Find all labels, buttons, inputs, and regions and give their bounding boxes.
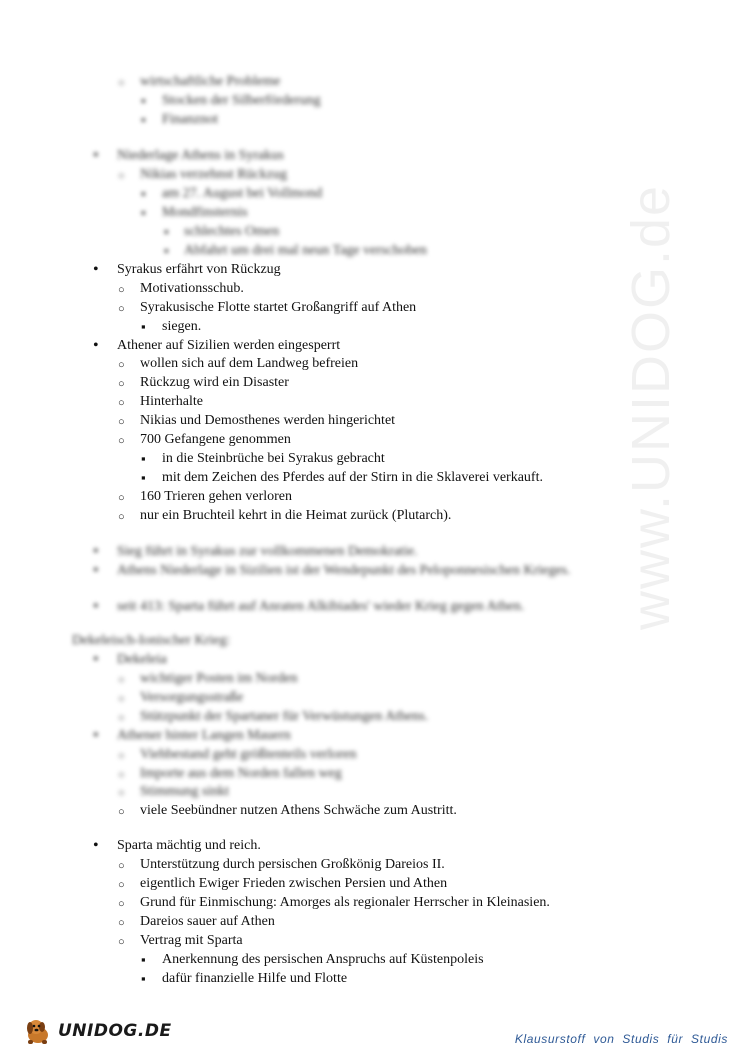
- list-item: [0, 688, 700, 707]
- list-item-text: Hinterhalte: [140, 394, 203, 409]
- list-item-text: mit dem Zeichen des Pferdes auf der Stirn in die Sklaverei verkauft.: [162, 470, 543, 485]
- list-item-text: Vertrag mit Sparta: [140, 933, 243, 948]
- list-item-text: am 27. August bei Vollmond: [162, 186, 323, 201]
- list-item-text: siegen.: [162, 319, 202, 334]
- list-item: [0, 542, 700, 561]
- bullet-icon: [141, 110, 146, 129]
- list-item: [0, 222, 700, 241]
- dog-mascot-icon: [22, 1016, 54, 1046]
- list-item-text: Stützpunkt der Spartaner für Verwüstungen Athens.: [140, 709, 429, 724]
- list-item: [0, 726, 700, 745]
- bullet-icon: [118, 72, 125, 93]
- list-item: [0, 430, 700, 449]
- list-item-text: wichtiger Posten im Norden: [140, 671, 298, 686]
- list-item-text: wirtschaftliche Probleme: [140, 74, 281, 89]
- list-item-text: Dekeleisch-Ionischer Krieg:: [72, 633, 231, 648]
- list-item: [0, 782, 700, 801]
- list-item: [0, 91, 700, 110]
- section-heading: [0, 631, 700, 650]
- list-item-text: Viehbestand geht größtenteils verloren: [140, 747, 357, 762]
- list-item-text: Nikias verzehnst Rückzug: [140, 167, 287, 182]
- list-item: [0, 506, 700, 525]
- list-item-text: Anerkennung des persischen Anspruchs auf Küstenpoleis: [162, 952, 484, 967]
- bullet-icon: [118, 801, 125, 822]
- list-item: [0, 874, 700, 893]
- bullet-icon: [164, 222, 169, 241]
- list-item-text: Grund für Einmischung: Amorges als regionaler Herrscher in Kleinasien.: [140, 895, 550, 910]
- bullet-icon: [118, 298, 125, 319]
- list-item: [0, 561, 700, 580]
- list-item-text: Sparta mächtig und reich.: [117, 838, 261, 853]
- list-item-text: Dekeleia: [117, 652, 167, 667]
- list-item: [0, 669, 700, 688]
- bullet-icon: [93, 561, 99, 580]
- list-item: [0, 279, 700, 298]
- bullet-icon: [141, 91, 146, 110]
- list-item: [0, 912, 700, 931]
- list-item-text: eigentlich Ewiger Frieden zwischen Persien und Athen: [140, 876, 448, 891]
- list-item: [0, 449, 700, 468]
- bullet-icon: [118, 165, 125, 186]
- list-item: [0, 203, 700, 222]
- list-item: [0, 241, 700, 260]
- watermark: www.UNIDOG.de: [621, 183, 681, 630]
- bullet-icon: [141, 184, 146, 203]
- list-item: [0, 260, 700, 279]
- list-item: [0, 487, 700, 506]
- list-item-text: Dareios sauer auf Athen: [140, 914, 275, 929]
- list-item-text: Unterstützung durch persischen Großkönig Dareios II.: [140, 857, 445, 872]
- bullet-icon: [93, 542, 99, 561]
- bullet-icon: [118, 279, 125, 300]
- list-item-text: Finanznot: [162, 112, 218, 127]
- list-item-text: seit 413: Sparta führt auf Anraten Alkibiades' wieder Krieg gegen Athen.: [117, 599, 525, 614]
- list-item-text: Stimmung sinkt: [140, 784, 230, 799]
- list-item-text: Stocken der Silberförderung: [162, 93, 321, 108]
- logo-text: UNIDOG.DE: [58, 1021, 172, 1041]
- list-item: [0, 836, 700, 855]
- list-item: [0, 354, 700, 373]
- bullet-icon: [93, 336, 99, 355]
- list-item: [0, 146, 700, 165]
- bullet-icon: [118, 893, 125, 914]
- list-item-text: Sieg führt in Syrakus zur vollkommenen Demokratie.: [117, 544, 418, 559]
- bullet-icon: [93, 260, 99, 279]
- bullet-icon: [118, 392, 125, 413]
- list-item: [0, 707, 700, 726]
- list-item-text: Versorgungsstraße: [140, 690, 244, 705]
- list-item: [0, 950, 700, 969]
- bullet-icon: [118, 855, 125, 876]
- list-item-text: 700 Gefangene genommen: [140, 432, 291, 447]
- list-item: [0, 110, 700, 129]
- list-item-text: in die Steinbrüche bei Syrakus gebracht: [162, 451, 385, 466]
- bullet-icon: [141, 468, 146, 487]
- bullet-icon: [164, 241, 169, 260]
- bullet-icon: [93, 726, 99, 745]
- list-item-text: Importe aus dem Norden fallen weg: [140, 766, 342, 781]
- list-item-text: wollen sich auf dem Landweg befreien: [140, 356, 359, 371]
- list-item: [0, 184, 700, 203]
- list-item-text: dafür finanzielle Hilfe und Flotte: [162, 971, 348, 986]
- bullet-icon: [141, 203, 146, 222]
- bullet-icon: [118, 373, 125, 394]
- bullet-icon: [93, 597, 99, 616]
- list-item-text: Syrakusische Flotte startet Großangriff auf Athen: [140, 300, 417, 315]
- list-item-text: Athens Niederlage in Sizilien ist der Wendepunkt des Peloponnesischen Krieges.: [117, 563, 571, 578]
- list-item-text: Syrakus erfährt von Rückzug: [117, 262, 281, 277]
- list-item: [0, 764, 700, 783]
- bullet-icon: [118, 912, 125, 933]
- list-item: [0, 336, 700, 355]
- list-item: [0, 650, 700, 669]
- bullet-icon: [118, 669, 125, 690]
- list-item-text: Niederlage Athens in Syrakus: [117, 148, 284, 163]
- list-item-text: Nikias und Demosthenes werden hingerichtet: [140, 413, 396, 428]
- list-item: [0, 969, 700, 988]
- list-item: [0, 801, 700, 820]
- list-item-text: Rückzug wird ein Disaster: [140, 375, 289, 390]
- bullet-icon: [118, 688, 125, 709]
- bullet-icon: [118, 931, 125, 952]
- footer-slogan: Klausurstoff von Studis für Studis: [514, 1032, 728, 1046]
- unidog-logo: [22, 1016, 172, 1046]
- list-item: [0, 745, 700, 764]
- list-item: [0, 411, 700, 430]
- bullet-icon: [118, 874, 125, 895]
- bullet-icon: [141, 950, 146, 969]
- bullet-icon: [118, 354, 125, 375]
- list-item-text: schlechtes Omen: [184, 224, 280, 239]
- list-item-text: Mondfinsternis: [162, 205, 248, 220]
- list-item: [0, 468, 700, 487]
- bullet-icon: [93, 836, 99, 855]
- list-item: [0, 373, 700, 392]
- bullet-icon: [118, 430, 125, 451]
- list-item: [0, 597, 700, 616]
- list-item-text: Athener auf Sizilien werden eingesperrt: [117, 338, 341, 353]
- list-item-text: Motivationsschub.: [140, 281, 244, 296]
- bullet-icon: [118, 411, 125, 432]
- bullet-icon: [118, 707, 125, 728]
- list-item: [0, 317, 700, 336]
- list-item-text: Athener hinter Langen Mauern: [117, 728, 291, 743]
- list-item: [0, 298, 700, 317]
- bullet-icon: [141, 449, 146, 468]
- list-item-text: nur ein Bruchteil kehrt in die Heimat zurück (Plutarch).: [140, 508, 452, 523]
- bullet-icon: [118, 506, 125, 527]
- bullet-icon: [141, 969, 146, 988]
- bullet-icon: [93, 146, 99, 165]
- bullet-icon: [93, 650, 99, 669]
- list-item: [0, 72, 700, 91]
- list-item: [0, 931, 700, 950]
- list-item: [0, 893, 700, 912]
- list-item-text: Abfahrt um drei mal neun Tage verschoben: [184, 243, 427, 258]
- list-item: [0, 165, 700, 184]
- list-item: [0, 392, 700, 411]
- list-item-text: 160 Trieren gehen verloren: [140, 489, 293, 504]
- list-item-text: viele Seebündner nutzen Athens Schwäche zum Austritt.: [140, 803, 457, 818]
- list-item: [0, 855, 700, 874]
- bullet-icon: [141, 317, 146, 336]
- bullet-icon: [118, 487, 125, 508]
- bullet-icon: [118, 745, 125, 766]
- bullet-icon: [118, 782, 125, 803]
